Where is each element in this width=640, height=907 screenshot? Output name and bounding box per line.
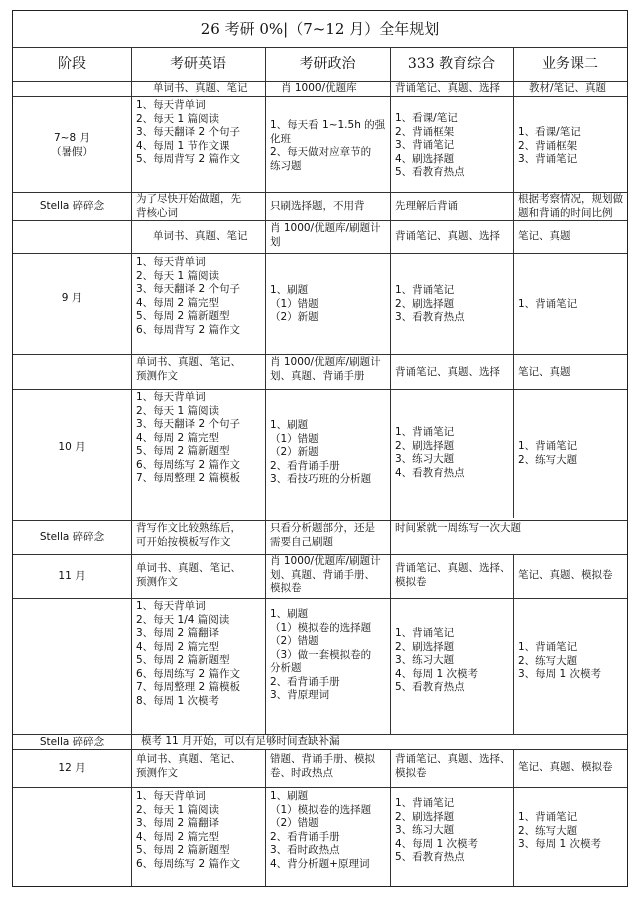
stella-edu-1: 先理解后背诵 xyxy=(395,200,458,212)
stella-text-3: 模考 11 月开始，可以有足够时间查缺补漏 xyxy=(141,735,340,747)
stella-label-1: Stella 碎碎念 xyxy=(39,200,105,212)
stella-politics-1: 只刷选择题，不用背 xyxy=(270,200,365,212)
material-english-78: 单词书、真题、笔记 xyxy=(153,82,248,94)
material-politics-11: 肖 1000/优题库/刷题计 划、真题、背诵手册、 模拟卷 xyxy=(270,555,381,594)
material-course2-10: 笔记、真题 xyxy=(518,366,571,378)
stella-label-2: Stella 碎碎念 xyxy=(39,531,105,543)
plan-table xyxy=(12,10,628,887)
list-english-12: 1、每天背单词 2、每天 1 篇阅读 3、每周 2 篇翻译 4、每周 2 篇完型 5、每周 2 篇新题型 6、每周练写 2 篇作文 xyxy=(136,790,241,870)
list-edu-78: 1、看课/笔记 2、背诵框架 3、背诵笔记 4、刷选择题 5、看教育热点 xyxy=(395,112,465,178)
stella-english-2: 背写作文比较熟练后， 可开始按模板写作文 xyxy=(136,522,241,548)
material-edu-10: 背诵笔记、真题、选择 xyxy=(395,366,500,378)
header-politics: 考研政治 xyxy=(299,56,356,72)
header-stage: 阶段 xyxy=(58,56,86,72)
stage-label-10: 10 月 xyxy=(58,441,86,453)
material-politics-9: 肖 1000/优题库/刷题计 划 xyxy=(270,222,381,248)
stage-label-12: 12 月 xyxy=(58,762,86,774)
material-course2-11: 笔记、真题、模拟卷 xyxy=(518,569,613,581)
material-english-9: 单词书、真题、笔记 xyxy=(153,230,248,242)
list-english-9: 1、每天背单词 2、每天 1 篇阅读 3、每天翻译 2 个句子 4、每周 2 篇完型 5、每周 2 篇新题型 6、每周背写 2 篇作文 xyxy=(136,256,241,336)
material-edu-78: 背诵笔记、真题、选择 xyxy=(395,82,500,94)
stage-label-78-sub: （暑假） xyxy=(51,146,93,158)
list-course2-10: 1、背诵笔记 2、练写大题 xyxy=(518,440,578,466)
material-edu-12: 背诵笔记、真题、选择、 模拟卷 xyxy=(395,753,511,779)
list-edu-9: 1、背诵笔记 2、刷选择题 3、看教育热点 xyxy=(395,284,465,323)
list-english-11: 1、每天背单词 2、每天 1/4 篇阅读 3、每周 2 篇翻译 4、每周 2 篇完型 5、每周 2 篇新题型 6、每周练写 2 篇作文 7、每周整理 2 篇模板 8、每周 1 次模考 xyxy=(136,600,241,707)
header-education: 333 教育综合 xyxy=(407,56,496,72)
list-english-10: 1、每天背单词 2、每天 1 篇阅读 3、每天翻译 2 个句子 4、每周 2 篇完型 5、每周 2 篇新题型 6、每周练写 2 篇作文 7、每周整理 2 篇模板 xyxy=(136,391,241,484)
stella-edu-course2-2: 时间紧就一周练写一次大题 xyxy=(395,522,521,534)
list-course2-11: 1、背诵笔记 2、练写大题 3、每周 1 次模考 xyxy=(518,641,602,680)
list-politics-11: 1、刷题 （1）模拟卷的选择题 （2）错题 （3）做一套模拟卷的 分析题 2、看背诵手册 3、背原理词 xyxy=(270,608,372,701)
material-course2-12: 笔记、真题、模拟卷 xyxy=(518,761,613,773)
material-course2-78: 教材/笔记、真题 xyxy=(529,82,607,94)
material-edu-11: 背诵笔记、真题、选择、 模拟卷 xyxy=(395,562,511,588)
list-english-78: 1、每天背单词 2、每天 1 篇阅读 3、每天翻译 2 个句子 4、每周 1 节作文课 5、每周背写 2 篇作文 xyxy=(136,99,241,165)
stage-label-11: 11 月 xyxy=(58,570,86,582)
list-politics-10: 1、刷题 （1）错题 （2）新题 2、看背诵手册 3、看技巧班的分析题 xyxy=(270,419,372,485)
list-edu-12: 1、背诵笔记 2、刷选择题 3、练习大题 4、每周 1 次模考 5、看教育热点 xyxy=(395,797,479,863)
stella-course2-1: 根据考察情况，规划做 题和背诵的时间比例 xyxy=(518,193,623,219)
material-politics-10: 肖 1000/优题库/刷题计 划、真题、背诵手册 xyxy=(270,356,381,382)
list-edu-11: 1、背诵笔记 2、刷选择题 3、练习大题 4、每周 1 次模考 5、看教育热点 xyxy=(395,627,479,693)
stella-label-3: Stella 碎碎念 xyxy=(39,736,105,748)
header-course2: 业务课二 xyxy=(542,56,598,72)
list-course2-12: 1、背诵笔记 2、练写大题 3、每周 1 次模考 xyxy=(518,811,602,850)
header-english: 考研英语 xyxy=(170,56,226,72)
stage-label-78: 7~8 月 xyxy=(54,132,90,144)
list-politics-78: 1、每天看 1~1.5h 的强 化班 2、每天做对应章节的 练习题 xyxy=(270,119,386,172)
list-edu-10: 1、背诵笔记 2、刷选择题 3、练习大题 4、看教育热点 xyxy=(395,426,465,479)
list-politics-12: 1、刷题 （1）模拟卷的选择题 （2）错题 2、看背诵手册 3、看时政热点 4、背分析题+原理词 xyxy=(270,790,372,870)
material-course2-9: 笔记、真题 xyxy=(518,230,571,242)
material-politics-78: 肖 1000/优题库 xyxy=(281,82,357,94)
material-english-10: 单词书、真题、笔记、 预测作文 xyxy=(136,356,241,382)
material-edu-9: 背诵笔记、真题、选择 xyxy=(395,230,500,242)
list-course2-78: 1、看课/笔记 2、背诵框架 3、背诵笔记 xyxy=(518,126,581,165)
material-english-12: 单词书、真题、笔记、 预测作文 xyxy=(136,753,241,779)
stage-label-9: 9 月 xyxy=(61,292,83,304)
stella-english-1: 为了尽快开始做题，先 背核心词 xyxy=(136,193,241,219)
material-english-11: 单词书、真题、笔记、 预测作文 xyxy=(136,562,241,588)
material-politics-12: 错题、背诵手册、模拟 卷、时政热点 xyxy=(270,753,375,779)
list-course2-9: 1、背诵笔记 xyxy=(518,298,578,310)
list-politics-9: 1、刷题 （1）错题 （2）新题 xyxy=(270,284,319,323)
stella-politics-2: 只看分析题部分，还是 需要自己刷题 xyxy=(270,522,375,548)
page-title: 26 考研 0%|（7~12 月）全年规划 xyxy=(200,20,440,38)
